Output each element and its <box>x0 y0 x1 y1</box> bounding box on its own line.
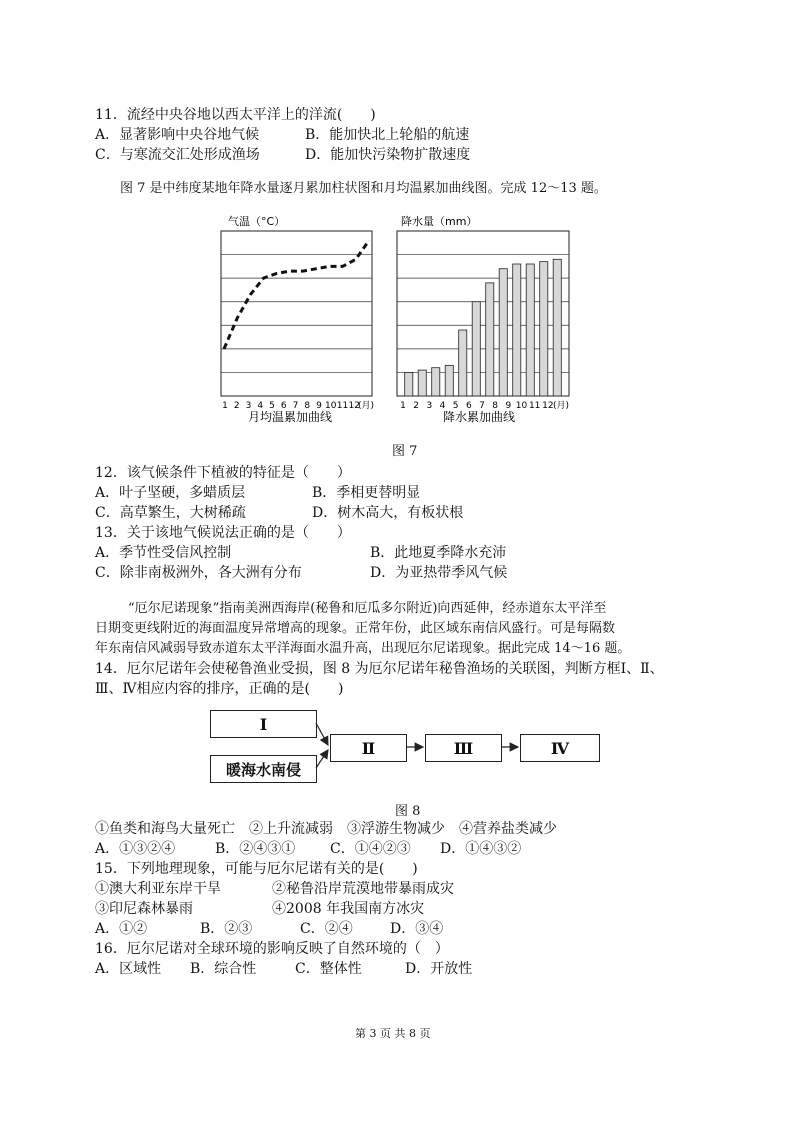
temp-tick-label: 7 <box>292 401 299 411</box>
q15-option-a: A．①② <box>95 921 148 937</box>
precip-tick-label: 9 <box>505 401 512 411</box>
q14-option-b: B．②④③① <box>215 841 296 857</box>
q16-stem: 16．厄尔尼诺对全球环境的影响反映了自然环境的（ ） <box>95 941 449 957</box>
q13-option-b: B．此地夏季降水充沛 <box>370 545 507 561</box>
precip-xlabel: 降水累加曲线 <box>443 410 516 424</box>
page-footer: 第 3 页 共 8 页 <box>355 1027 431 1040</box>
temp-tick-label: (月) <box>357 401 375 411</box>
q13-option-a: A．季节性受信风控制 <box>95 545 232 561</box>
fig8-box-1: Ⅰ <box>210 710 317 738</box>
temp-tick-label: 1 <box>222 401 228 411</box>
precip-tick-label: 10 <box>515 401 528 411</box>
q15-option-b: B．②③ <box>200 921 253 937</box>
precip-tick-label: (月) <box>552 401 570 411</box>
temp-tick-label: 9 <box>316 401 322 411</box>
fig8-box-warm-water: 暖海水南侵 <box>210 755 317 783</box>
temp-tick-label: 5 <box>269 401 275 411</box>
temp-xlabel: 月均温累加曲线 <box>248 410 333 424</box>
q14-option-a: A．①③②④ <box>95 841 176 857</box>
temp-tick-label: 6 <box>280 401 287 411</box>
temp-tick-label: 2 <box>233 401 240 411</box>
q15-option-d: D．③④ <box>390 921 444 937</box>
q16-option-b: B．综合性 <box>190 961 257 977</box>
q14-option-c: C．①④②③ <box>330 841 411 857</box>
q12-option-a: A．叶子坚硬，多蜡质层 <box>95 485 246 501</box>
q15-statement-3: ③印尼森林暴雨 <box>95 901 193 917</box>
fig8-box-4: Ⅳ <box>520 734 600 762</box>
precip-ylabel: 降水量（mm） <box>401 215 478 228</box>
q12-option-c: C．高草繁生，大树稀疏 <box>95 505 246 521</box>
precip-tick-label: 8 <box>492 401 499 411</box>
q14-stem-1: 14．厄尔尼诺年会使秘鲁渔业受损，图 8 为厄尔尼诺年秘鲁渔场的关联图，判断方框Ⅰ、Ⅱ、 <box>95 661 664 677</box>
elnino-intro-3: 年东南信风减弱导致赤道东太平洋海面水温升高，出现厄尔尼诺现象。据此完成 14～16 题。 <box>95 641 631 656</box>
q11-stem: 11．流经中央谷地以西太平洋上的洋流( ) <box>95 107 376 123</box>
fig7-intro: 图 7 是中纬度某地年降水量逐月累加柱状图和月均温累加曲线图。完成 12～13 题。 <box>120 181 607 196</box>
q13-option-c: C．除非南极洲外，各大洲有分布 <box>95 565 302 581</box>
elnino-intro-1: “厄尔尼诺现象”指南美洲西海岸(秘鲁和厄瓜多尔附近)向西延伸，经赤道东太平洋至 <box>128 601 607 616</box>
q12-option-d: D．树木高大，有板状根 <box>312 505 464 521</box>
fig8-box-3: Ⅲ <box>425 734 502 762</box>
q15-stem: 15．下列地理现象，可能与厄尔尼诺有关的是( ) <box>95 861 418 877</box>
q15-statement-4: ④2008 年我国南方冰灾 <box>272 901 425 917</box>
precip-tick-label: 2 <box>413 401 420 411</box>
q15-option-c: C．②④ <box>300 921 353 937</box>
arrow-warm-to-2 <box>316 750 328 768</box>
precip-tick-label: 12 <box>542 401 554 411</box>
precip-tick-label: 7 <box>479 401 485 411</box>
q11-option-b: B．能加快北上轮船的航速 <box>305 127 470 143</box>
fig7-caption: 图 7 <box>392 444 418 459</box>
precip-tick-label: 4 <box>439 401 446 411</box>
temp-tick-label: 10 <box>325 401 337 411</box>
q13-option-d: D．为亚热带季风气候 <box>370 565 508 581</box>
q12-option-b: B．季相更替明显 <box>312 485 421 501</box>
q16-option-c: C．整体性 <box>295 961 362 977</box>
q11-option-c: C．与寒流交汇处形成渔场 <box>95 147 260 163</box>
arrow-1-to-2 <box>316 723 328 745</box>
q16-option-d: D．开放性 <box>405 961 473 977</box>
temp-tick-label: 12 <box>348 401 360 411</box>
q14-option-d: D．①④③② <box>440 841 522 857</box>
q11-option-a: A．显著影响中央谷地气候 <box>95 127 260 143</box>
precip-tick-label: 11 <box>528 401 541 411</box>
temp-tick-label: 8 <box>304 401 311 411</box>
temp-tick-label: 11 <box>336 401 349 411</box>
precip-tick-label: 6 <box>465 401 472 411</box>
q16-option-a: A．区域性 <box>95 961 162 977</box>
q15-statement-2: ②秘鲁沿岸荒漠地带暴雨成灾 <box>272 881 454 897</box>
q12-stem: 12．该气候条件下植被的特征是（ ） <box>95 465 351 481</box>
elnino-intro-2: 日期变更线附近的海面温度异常增高的现象。正常年份，此区域东南信风盛行。可是每隔数 <box>95 621 616 636</box>
temp-ylabel: 气温（°C） <box>228 215 286 228</box>
temp-tick-label: 4 <box>257 401 264 411</box>
q13-stem: 13．关于该地气候说法正确的是（ ） <box>95 525 351 541</box>
q11-option-d: D．能加快污染物扩散速度 <box>305 147 471 163</box>
fig8-box-2: Ⅱ <box>330 734 407 762</box>
precip-tick-label: 1 <box>400 401 406 411</box>
precip-tick-label: 3 <box>426 401 433 411</box>
q14-statements: ①鱼类和海鸟大量死亡 ②上升流减弱 ③浮游生物减少 ④营养盐类减少 <box>95 821 557 837</box>
precip-tick-label: 5 <box>452 401 459 411</box>
fig8-caption: 图 8 <box>395 804 421 819</box>
q14-stem-2: Ⅲ、Ⅳ相应内容的排序，正确的是( ) <box>95 681 344 697</box>
temp-tick-label: 3 <box>245 401 252 411</box>
q15-statement-1: ①澳大利亚东岸干旱 <box>95 881 221 897</box>
